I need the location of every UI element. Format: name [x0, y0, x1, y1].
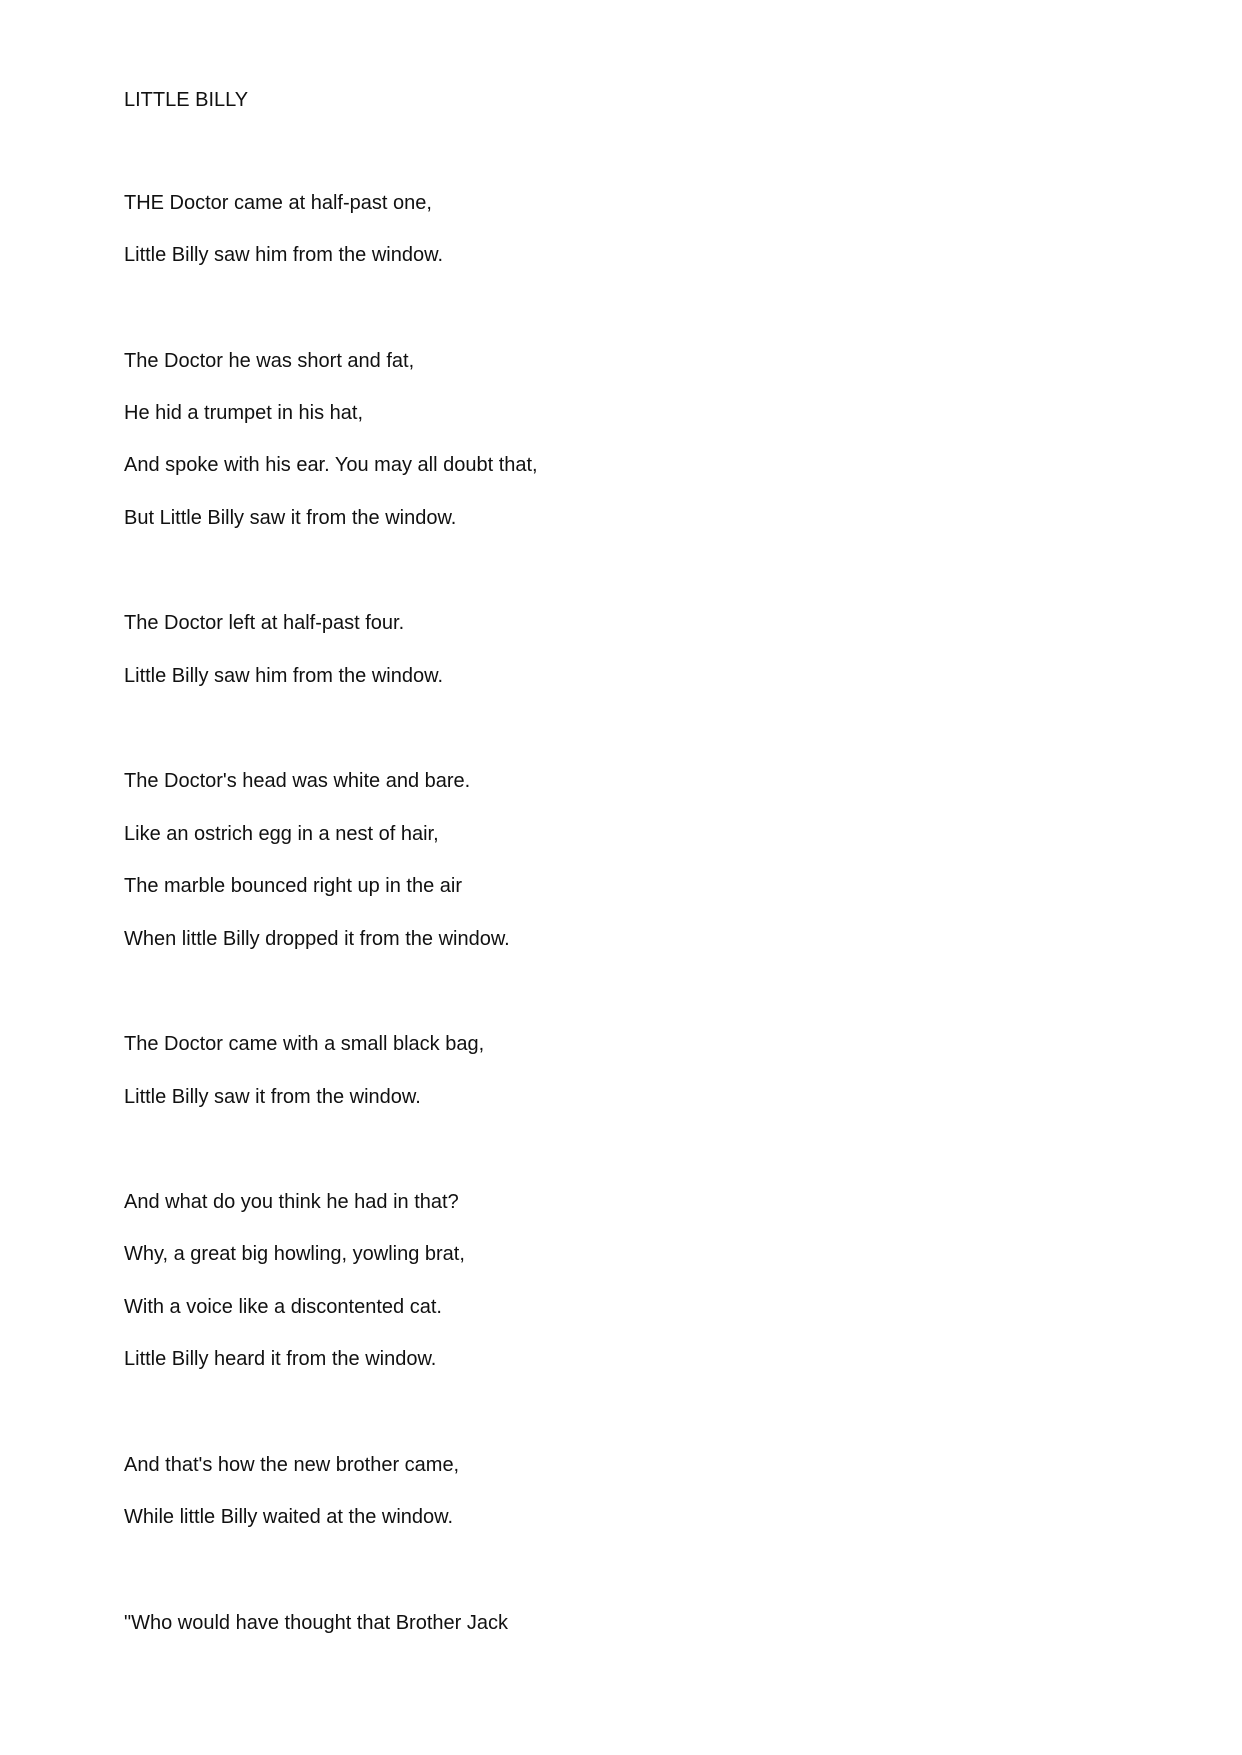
poem-line: But Little Billy saw it from the window. — [124, 507, 457, 529]
poem-line: And spoke with his ear. You may all doubt that, — [124, 454, 538, 476]
poem-title: LITTLE BILLY — [124, 89, 249, 111]
poem-line: The Doctor's head was white and bare. — [124, 770, 471, 792]
poem-line: Little Billy saw him from the window. — [124, 244, 444, 266]
poem-line: When little Billy dropped it from the window. — [124, 928, 510, 950]
poem-line: The marble bounced right up in the air — [124, 875, 462, 897]
poem-line: Little Billy heard it from the window. — [124, 1348, 437, 1370]
poem-line: And that's how the new brother came, — [124, 1454, 460, 1476]
poem-line: THE Doctor came at half-past one, — [124, 192, 432, 214]
poem-line: While little Billy waited at the window. — [124, 1506, 454, 1528]
poem-line: The Doctor left at half-past four. — [124, 612, 405, 634]
poem-line: Little Billy saw it from the window. — [124, 1086, 421, 1108]
poem-line: The Doctor came with a small black bag, — [124, 1033, 485, 1055]
poem-line: And what do you think he had in that? — [124, 1191, 459, 1213]
poem-line: Little Billy saw him from the window. — [124, 665, 444, 687]
poem-line: "Who would have thought that Brother Jack — [124, 1612, 508, 1634]
poem-line: He hid a trumpet in his hat, — [124, 402, 364, 424]
poem-line: Like an ostrich egg in a nest of hair, — [124, 823, 439, 845]
poem-line: Why, a great big howling, yowling brat, — [124, 1243, 465, 1265]
poem-line: The Doctor he was short and fat, — [124, 350, 415, 372]
poem-line: With a voice like a discontented cat. — [124, 1296, 442, 1318]
